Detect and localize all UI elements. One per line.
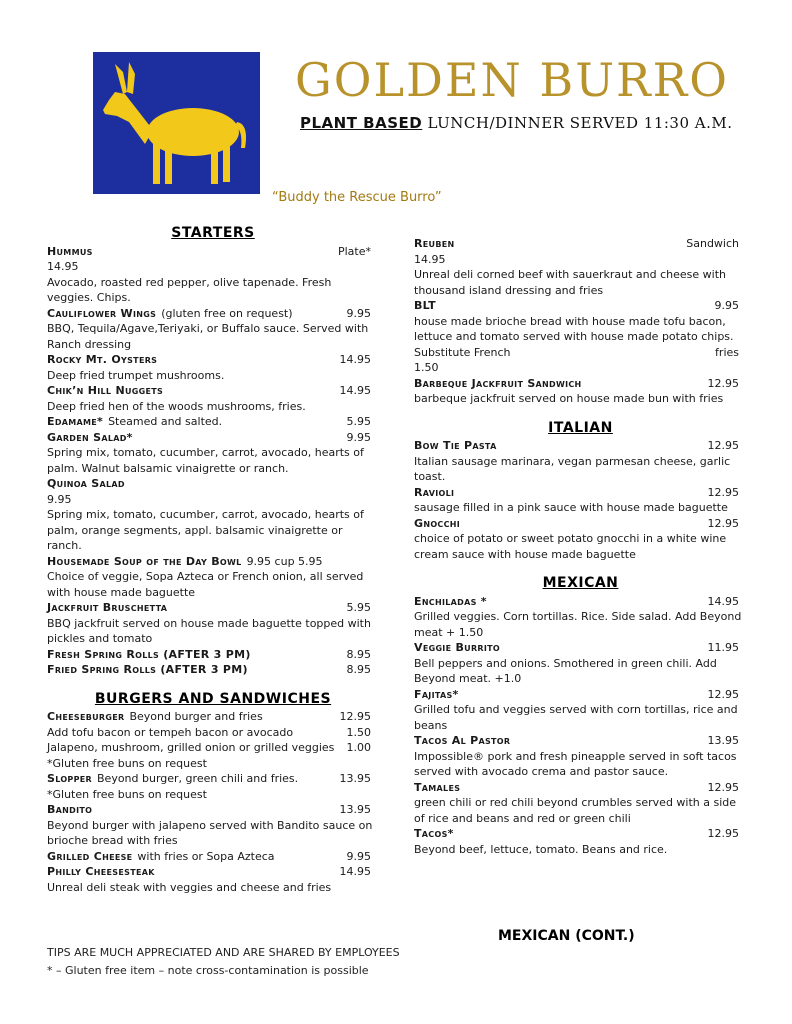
service-hours: LUNCH/DINNER SERVED 11:30 A.M. <box>422 114 733 132</box>
menu-item-description: 14.95 <box>414 252 446 266</box>
menu-item <box>414 640 747 687</box>
menu-item <box>47 802 379 849</box>
menu-item-note: Add tofu bacon or tempeh bacon or avocado <box>47 725 294 739</box>
menu-item-name: Edamame* <box>47 415 104 428</box>
menu-item-name: Fresh Spring Rolls (AFTER 3 PM) <box>47 647 251 661</box>
menu-item-name: Veggie Burrito <box>414 641 501 654</box>
menu-item-price: 14.95 <box>339 865 371 878</box>
menu-item <box>414 594 747 641</box>
menu-item-price: Sandwich <box>686 237 739 250</box>
menu-item-description: 14.95 <box>47 260 79 273</box>
menu-item <box>47 864 379 895</box>
menu-item-name: Gnocchi <box>414 516 461 530</box>
menu-item-description: Grilled tofu and veggies served with corn tortillas, rice and beans <box>414 703 738 732</box>
menu-item <box>414 516 747 563</box>
menu-item-note: 9.95 cup 5.95 <box>246 554 323 568</box>
menu-item-description: 1.50 <box>414 361 439 374</box>
menu-item-name: Barbeque Jackfruit Sandwich <box>414 376 582 390</box>
menu-item <box>47 554 379 601</box>
menu-item-price: 13.95 <box>339 772 371 785</box>
tagline: “Buddy the Rescue Burro” <box>272 190 442 205</box>
menu-item-description: sausage filled in a pink sauce with house made baguette <box>414 501 728 514</box>
menu-item <box>47 647 379 663</box>
menu-item-name: Fajitas* <box>414 687 459 701</box>
menu-item <box>47 383 379 414</box>
menu-item-price: 9.95 <box>346 849 371 863</box>
menu-item-description: Deep fried hen of the woods mushrooms, fries. <box>47 399 306 413</box>
menu-item <box>47 662 379 678</box>
menu-item <box>414 687 747 734</box>
menu-item-price: 1.50 <box>346 725 371 739</box>
menu-item-name: BLT <box>414 299 436 312</box>
menu-item <box>47 414 379 430</box>
menu-item-description: Avocado, roasted red pepper, olive tapenade. Fresh veggies. Chips. <box>47 275 332 304</box>
menu-item-description: Bell peppers and onions. Smothered in green chili. Add Beyond meat. +1.0 <box>414 656 717 685</box>
menu-item-price: fries <box>715 345 739 359</box>
menu-item-description: Spring mix, tomato, cucumber, carrot, avocado, hearts of palm, orange segments, appl. balsamic vinaigrette or ranch. <box>47 508 364 552</box>
restaurant-title: GOLDEN BURRO <box>295 53 729 107</box>
menu-item-name: Philly Cheesesteak <box>47 865 155 878</box>
menu-item-name: Reuben <box>414 237 455 250</box>
menu-item <box>414 267 747 298</box>
menu-item-name: Chik’n Hill Nuggets <box>47 384 164 397</box>
menu-item-description: Italian sausage marinara, vegan parmesan cheese, garlic toast. <box>414 454 731 483</box>
menu-item-description: Unreal deli corned beef with sauerkraut and cheese with thousand island dressing and fries <box>414 268 726 297</box>
menu-item-price: 14.95 <box>339 353 371 366</box>
menu-item-price: 5.95 <box>346 415 371 428</box>
menu-item-price: 13.95 <box>707 734 739 747</box>
menu-item <box>414 236 747 267</box>
menu-item-price: 9.95 <box>714 299 739 312</box>
menu-item-description: *Gluten free buns on request <box>47 756 207 770</box>
menu-item-name: Slopper <box>47 772 92 785</box>
tips-note: TIPS ARE MUCH APPRECIATED AND ARE SHARED BY EMPLOYEES <box>47 946 400 959</box>
menu-item-price: 12.95 <box>707 439 739 452</box>
menu-item-note: Steamed and salted. <box>108 415 223 428</box>
section-heading-burgers: BURGERS AND SANDWICHES <box>94 690 332 707</box>
menu-item-name: Cheeseburger <box>47 710 125 723</box>
menu-item-name: Jackfruit Bruschetta <box>47 601 168 614</box>
sandwiches-list <box>414 236 747 407</box>
burro-icon <box>93 52 260 194</box>
section-heading-mexican: MEXICAN <box>542 575 619 591</box>
menu-item-name: Ravioli <box>414 485 455 499</box>
menu-item-price: 8.95 <box>346 647 371 661</box>
menu-item <box>414 780 747 827</box>
menu-item-description: Choice of veggie, Sopa Azteca or French onion, all served with house made baguette <box>47 570 364 599</box>
right-column <box>414 236 747 857</box>
mexican-continued-heading: MEXICAN (CONT.) <box>498 928 635 944</box>
menu-item-price: 1.00 <box>346 741 371 754</box>
menu-item-name: Tamales <box>414 780 461 794</box>
burgers-list <box>47 709 379 895</box>
menu-item-price: 12.95 <box>707 516 739 530</box>
menu-item-price: 12.95 <box>707 827 739 840</box>
menu-item-note: (gluten free on request) <box>161 306 293 320</box>
logo <box>93 52 260 194</box>
menu-item-price: 12.95 <box>339 710 371 723</box>
left-column <box>47 226 379 895</box>
menu-item-price: 13.95 <box>339 803 371 816</box>
menu-item-description: 9.95 <box>47 492 72 506</box>
menu-item-name: Enchiladas * <box>414 594 487 608</box>
menu-item-price: 8.95 <box>346 663 371 676</box>
menu-item <box>47 352 379 383</box>
menu-item <box>414 438 747 485</box>
menu-item-name: Bow Tie Pasta <box>414 439 497 452</box>
menu-item-price: 14.95 <box>707 594 739 608</box>
menu-item-name: Garden Salad* <box>47 430 133 444</box>
starters-list <box>47 244 379 678</box>
menu-item-description: Unreal deli steak with veggies and cheese and fries <box>47 880 332 894</box>
menu-item <box>47 244 379 275</box>
menu-item-description: *Gluten free buns on request <box>47 787 207 801</box>
menu-item <box>47 275 379 306</box>
menu-item-description: Beyond beef, lettuce, tomato. Beans and rice. <box>414 842 668 856</box>
menu-item <box>47 740 379 771</box>
menu-item-name: Fried Spring Rolls (AFTER 3 PM) <box>47 663 248 676</box>
menu-item <box>414 376 747 407</box>
menu-item <box>47 430 379 477</box>
menu-item-note: Beyond burger and fries <box>129 710 263 723</box>
menu-item-description: barbeque jackfruit served on house made bun with fries <box>414 392 724 405</box>
menu-item-name: Tacos Al Pastor <box>414 734 511 747</box>
menu-item <box>414 826 747 857</box>
menu-item-price: 12.95 <box>707 485 739 499</box>
menu-item-description: Beyond burger with jalapeno served with Bandito sauce on brioche bread with fries <box>47 818 373 847</box>
italian-list <box>414 438 747 562</box>
menu-item <box>414 733 747 780</box>
menu-item <box>414 485 747 516</box>
menu-item <box>47 507 379 554</box>
menu-item-name: Cauliflower Wings <box>47 306 157 320</box>
menu-item <box>47 600 379 647</box>
menu-item-price: 11.95 <box>707 641 739 654</box>
menu-item-note: Substitute French <box>414 345 511 359</box>
mexican-list <box>414 594 747 858</box>
menu-item-note: with fries or Sopa Azteca <box>137 849 275 863</box>
menu-item-price: Plate* <box>337 244 371 258</box>
menu-item-description: green chili or red chili beyond crumbles served with a side of rice and beans and red or green chili <box>414 796 737 825</box>
menu-item-note: Jalapeno, mushroom, grilled onion or grilled veggies <box>47 741 335 754</box>
menu-item-price: 9.95 <box>346 430 371 444</box>
menu-item-price: 12.95 <box>707 687 739 701</box>
menu-item-name: Housemade Soup of the Day Bowl <box>47 554 242 568</box>
menu-item-price: 12.95 <box>707 780 739 794</box>
menu-item-price: 5.95 <box>346 601 371 614</box>
menu-item-name: Tacos* <box>414 827 454 840</box>
section-heading-italian: ITALIAN <box>548 419 613 436</box>
menu-item-description: Deep fried trumpet mushrooms. <box>47 368 225 382</box>
menu-item <box>414 345 747 376</box>
menu-item-note: Beyond burger, green chili and fries. <box>97 772 299 785</box>
menu-item <box>414 298 747 345</box>
service-subtitle <box>300 114 733 132</box>
menu-item-name: Bandito <box>47 803 93 816</box>
gluten-free-note: * – Gluten free item – note cross-contamination is possible <box>47 964 369 977</box>
menu-item-description: Impossible® pork and fresh pineapple served in soft tacos served with avocado crema and pastor sauce. <box>414 749 737 778</box>
menu-item-description: choice of potato or sweet potato gnocchi in a white wine cream sauce with house made baguette <box>414 532 727 561</box>
plant-based-label: PLANT BASED <box>300 114 423 132</box>
menu-item <box>47 771 379 802</box>
menu-item-name: Hummus <box>47 244 93 258</box>
menu-item-price: 9.95 <box>346 306 371 320</box>
menu-item <box>47 849 379 865</box>
menu-item-description: BBQ jackfruit served on house made baguette topped with pickles and tomato <box>47 616 371 645</box>
menu-item-name: Rocky Mt. Oysters <box>47 353 158 366</box>
menu-item-name: Grilled Cheese <box>47 849 133 863</box>
menu-item-description: Spring mix, tomato, cucumber, carrot, avocado, hearts of palm. Walnut balsamic vinaigrette or ranch. <box>47 446 364 475</box>
menu-item-price: 14.95 <box>339 384 371 397</box>
menu-item-description: Grilled veggies. Corn tortillas. Rice. Side salad. Add Beyond meat + 1.50 <box>414 610 742 639</box>
menu-item-description: house made brioche bread with house made tofu bacon, lettuce and tomato served with house made potato chips. <box>414 314 734 343</box>
menu-item <box>47 306 379 353</box>
menu-item <box>47 725 379 741</box>
menu-item-price: 12.95 <box>707 376 739 390</box>
section-heading-starters: STARTERS <box>171 225 255 241</box>
menu-item <box>47 476 379 507</box>
menu-item-name: Quinoa Salad <box>47 477 125 490</box>
menu-item-description: BBQ, Tequila/Agave,Teriyaki, or Buffalo sauce. Served with Ranch dressing <box>47 322 369 351</box>
menu-item <box>47 709 379 725</box>
